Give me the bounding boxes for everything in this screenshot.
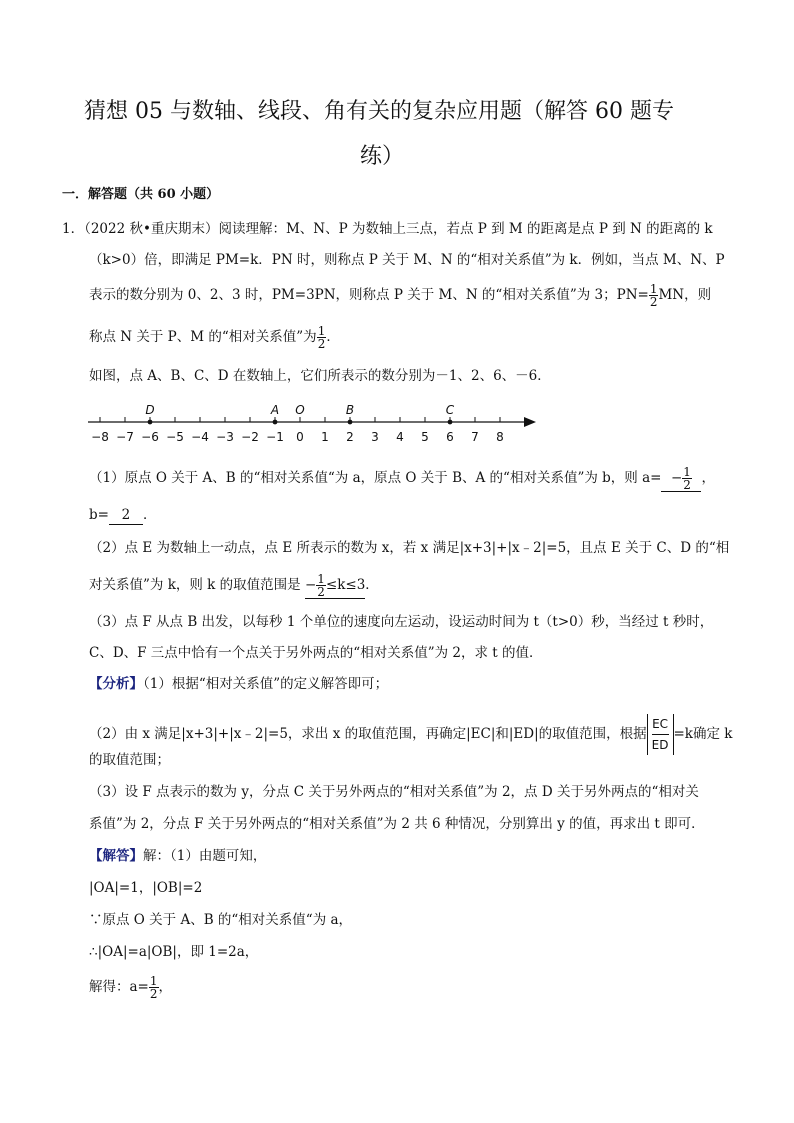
solution-text: 解得：a= [89, 979, 149, 995]
solution-line3: ∵原点 O 关于 A、B 的“相对关系值“为 a， [89, 912, 353, 928]
numerator: 1 [317, 572, 325, 586]
numerator: 1 [683, 465, 691, 479]
q1-line4-text: 称点 N 关于 P、M 的“相对关系值”为 [89, 329, 317, 345]
number-line-point-label: A [270, 403, 280, 417]
q1-line3-tail: MN，则 [658, 287, 712, 303]
solution-label: 【解答】 [89, 848, 143, 864]
number-line-tick-label: 2 [346, 430, 354, 444]
number-line-tick-label: 5 [421, 430, 429, 444]
numerator: 1 [649, 282, 658, 296]
q1-line1 [62, 220, 713, 238]
number-line-point [148, 420, 153, 425]
number-line-tick-label: −7 [116, 430, 134, 444]
q1-sub1-line2 [89, 506, 156, 525]
analysis-text: （1）根据“相对关系值”的定义解答即可； [143, 676, 389, 692]
solution-line2: |OA|=1，|OB|=2 [89, 880, 203, 896]
number-line-tick-label: 1 [321, 430, 329, 444]
q1-line3-text: 表示的数分别为 0、2、3 时，PM=3PN，则称点 P 关于 M、N 的“相对关系值”为 3；PN= [89, 287, 649, 303]
q1-sub3-line1: （3）点 F 从点 B 出发，以每秒 1 个单位的速度向左运动，设运动时间为 t（t>0）秒，当经过 t 秒时， [89, 614, 714, 630]
number-line-tick-label: −2 [241, 430, 259, 444]
analysis-line3: 的取值范围； [89, 752, 170, 768]
number-line-point [348, 420, 353, 425]
q1-sub2-period: ． [365, 577, 379, 593]
answer-blank-b: 2 [109, 506, 143, 525]
analysis-line1 [89, 675, 388, 693]
q1-sub2-line1: （2）点 E 为数轴上一动点，点 E 所表示的数为 x，若 x 满足|x+3|+|x﹣2|=5，且点 E 关于 C、D 的“相 [89, 540, 730, 556]
number-line-arrow [524, 417, 536, 427]
denominator: 2 [317, 585, 325, 599]
denominator: ED [651, 738, 669, 752]
q1-line4-tail: ． [326, 329, 340, 345]
fraction [682, 466, 692, 491]
denominator: 2 [317, 337, 326, 351]
numerator: 1 [149, 974, 158, 988]
q1-text: M、N、P 为数轴上三点，若点 P 到 M 的距离是点 P 到 N 的距离的 k [285, 221, 713, 237]
answer-blank-a: − $\frac{1}{2}$ [661, 466, 701, 492]
analysis-line2 [89, 714, 732, 755]
page-title-line2: 练） [360, 144, 405, 169]
solution-comma: ， [158, 979, 173, 995]
number-line-tick-label: −6 [141, 430, 159, 444]
number-line-point [448, 420, 453, 425]
q1-sub2-line2 [89, 573, 379, 599]
q1-sub1-line1 [89, 466, 715, 492]
q1-sub1-period: ． [142, 507, 157, 523]
page-title-line1: 猜想 05 与数轴、线段、角有关的复杂应用题（解答 60 题专 [84, 99, 674, 124]
numerator: 1 [317, 324, 326, 338]
q1-sub1-text: （1）原点 O 关于 A、B 的“相对关系值“为 a，原点 O 关于 B、A 的“相对关系值”为 b，则 a= [89, 470, 662, 486]
denominator: 2 [649, 295, 658, 309]
q1-sub1-b-label: b= [89, 507, 109, 523]
number-line-ticks [91, 417, 504, 444]
number-line-tick-label: 7 [471, 430, 479, 444]
q1-line2: （k>0）倍，即满足 PM=k．PN 时，则称点 P 关于 M、N 的“相对关系值”为 k．例如，当点 M、N、P [89, 252, 725, 268]
q1-line4 [89, 325, 340, 350]
answer-blank-k-range: − $\frac{1}{2}$ ≤k≤3 [304, 572, 366, 599]
solution-text: 解：（1）由题可知， [143, 848, 267, 864]
number-line-point-label: D [145, 403, 155, 417]
number-line-tick-label: 3 [371, 430, 379, 444]
denominator: 2 [683, 478, 691, 492]
number-line-tick-label: −5 [166, 430, 184, 444]
numerator: EC [652, 714, 669, 735]
fraction [317, 325, 327, 350]
number-line-tick-label: 0 [296, 430, 304, 444]
denominator: 2 [149, 987, 158, 1001]
fraction [316, 573, 326, 598]
q1-sub2-text: 对关系值”为 k，则 k 的取值范围是 [89, 577, 301, 593]
q1-line3 [89, 283, 711, 308]
number-line-point-label: B [345, 403, 355, 417]
analysis-label: 【分析】 [89, 676, 143, 692]
number-line-tick-label: 8 [496, 430, 504, 444]
number-line-tick-label: −4 [191, 430, 209, 444]
number-line-tick-label: −3 [216, 430, 234, 444]
q1-sub3-line2: C、D、F 三点中恰有一个点关于另外两点的“相对关系值”为 2，求 t 的值． [89, 645, 543, 661]
solution-line4: ∴|OA|=a|OB|，即 1=2a， [89, 944, 259, 960]
number-line-tick-label: 4 [396, 430, 404, 444]
number-line-point-label: O [295, 403, 305, 417]
solution-line5 [89, 975, 172, 1000]
fraction [149, 975, 159, 1000]
q1-source: 1．（2022 秋•重庆期末）阅读理解： [62, 221, 286, 237]
number-line-point [273, 420, 278, 425]
number-line-point-label: C [445, 403, 455, 417]
analysis-line5: 系值”为 2，分点 F 关于另外两点的“相对关系值”为 2 共 6 种情况，分别算出 y 的值，再求出 t 即可． [89, 816, 705, 832]
number-line-tick-label: −8 [91, 430, 109, 444]
q1-line5: 如图，点 A、B、C、D 在数轴上，它们所表示的数分别为－1、2、6、－6． [89, 368, 551, 384]
k-range-rest: ≤k≤3 [325, 577, 366, 593]
number-line-tick-label: −1 [266, 430, 284, 444]
number-line-tick-label: 6 [446, 430, 454, 444]
analysis-text: =k确定 k [673, 726, 733, 742]
abs-fraction [647, 714, 674, 755]
solution-line1 [89, 847, 266, 865]
analysis-text: （2）由 x 满足|x+3|+|x﹣2|=5，求出 x 的取值范围，再确定|EC|和|ED|的取值范围，根据 [89, 726, 647, 742]
q1-sub1-comma: ， [701, 470, 715, 486]
section-heading: 一．解答题（共 60 小题） [62, 187, 220, 202]
analysis-line4: （3）设 F 点表示的数为 y，分点 C 关于另外两点的“相对关系值”为 2，点 D 关于另外两点的“相对关 [89, 784, 699, 800]
number-line-figure [84, 398, 544, 450]
